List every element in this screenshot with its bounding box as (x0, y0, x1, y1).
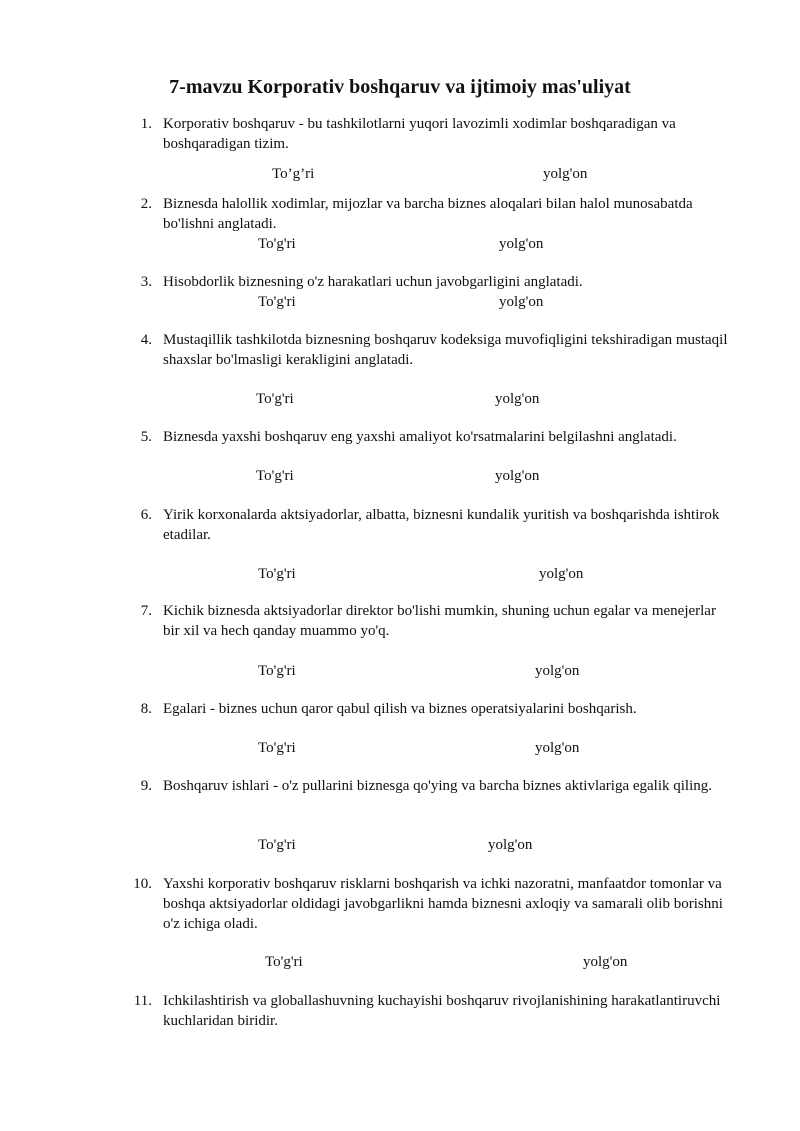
answer-true-3[interactable]: To'g'ri (258, 294, 296, 310)
question-text: Kichik biznesda aktsiyadorlar direktor bo'lishi mumkin, shuning uchun egalar va menejerlar bir xil va hech qanday muammo yo'q. (163, 603, 716, 639)
answer-true-4[interactable]: To'g'ri (256, 391, 294, 407)
question-number: 3. (140, 274, 152, 290)
question-text: Yaxshi korporativ boshqaruv risklarni boshqarish va ichki nazoratni, manfaatdor tomonlar va boshqa aktsiyadorlar oldidagi javobgarlikni hamda biznesni axloqiy va samarali olib borishni o'z ichiga oladi. (163, 876, 723, 932)
answer-false-4[interactable]: yolg'on (495, 391, 540, 407)
page-title: 7-mavzu Korporativ boshqaruv va ijtimoiy mas'uliyat (169, 76, 631, 98)
question-number: 8. (140, 701, 152, 717)
question-number: 7. (140, 603, 152, 619)
question-text: Boshqaruv ishlari - o'z pullarini biznesga qo'ying va barcha biznes aktivlariga egalik qiling. (163, 778, 713, 794)
answer-true-8[interactable]: To'g'ri (258, 740, 296, 756)
question-number: 10. (133, 876, 152, 892)
answer-true-6[interactable]: To'g'ri (258, 566, 296, 582)
question-number: 6. (140, 507, 152, 523)
answer-true-7[interactable]: To'g'ri (258, 663, 296, 679)
question-number: 2. (140, 196, 152, 212)
question-number: 11. (133, 993, 152, 1009)
question-text: Ichkilashtirish va globallashuvning kuchayishi boshqaruv rivojlanishining harakatlantiruvchi kuchlaridan biridir. (163, 993, 721, 1029)
answer-true-2[interactable]: To'g'ri (258, 236, 296, 252)
answer-true-9[interactable]: To'g'ri (258, 837, 296, 853)
question-number: 9. (140, 778, 152, 794)
question-text: Egalari - biznes uchun qaror qabul qilish va biznes operatsiyalarini boshqarish. (163, 701, 637, 717)
answer-false-1[interactable]: yolg'on (543, 166, 588, 182)
answer-false-2[interactable]: yolg'on (499, 236, 544, 252)
answer-false-8[interactable]: yolg'on (535, 740, 580, 756)
question-number: 4. (140, 332, 152, 348)
answer-false-7[interactable]: yolg'on (535, 663, 580, 679)
question-text: Hisobdorlik biznesning o'z harakatlari uchun javobgarligini anglatadi. (163, 274, 583, 290)
answer-false-3[interactable]: yolg'on (499, 294, 544, 310)
question-number: 5. (140, 429, 152, 445)
question-text: Yirik korxonalarda aktsiyadorlar, albatta, biznesni kundalik yuritish va boshqarishda ishtirok etadilar. (163, 507, 720, 543)
question-text: Biznesda yaxshi boshqaruv eng yaxshi amaliyot ko'rsatmalarini belgilashni anglatadi. (163, 429, 677, 445)
answer-true-5[interactable]: To'g'ri (256, 468, 294, 484)
answer-true-1[interactable]: To’g’ri (272, 166, 315, 182)
answer-false-5[interactable]: yolg'on (495, 468, 540, 484)
question-text: Biznesda halollik xodimlar, mijozlar va barcha biznes aloqalari bilan halol munosabatda bo'lishni anglatadi. (163, 196, 693, 232)
answer-false-6[interactable]: yolg'on (539, 566, 584, 582)
question-text: Mustaqillik tashkilotda biznesning boshqaruv kodeksiga muvofiqligini tekshiradigan mustaqil shaxslar bo'lmasligi kerakligini anglatadi. (163, 332, 728, 368)
question-number: 1. (140, 116, 152, 132)
answer-true-10[interactable]: To'g'ri (265, 954, 303, 970)
question-text: Korporativ boshqaruv - bu tashkilotlarni yuqori lavozimli xodimlar boshqaradigan va boshqaradigan tizim. (163, 116, 676, 152)
answer-false-9[interactable]: yolg'on (488, 837, 533, 853)
answer-false-10[interactable]: yolg'on (583, 954, 628, 970)
